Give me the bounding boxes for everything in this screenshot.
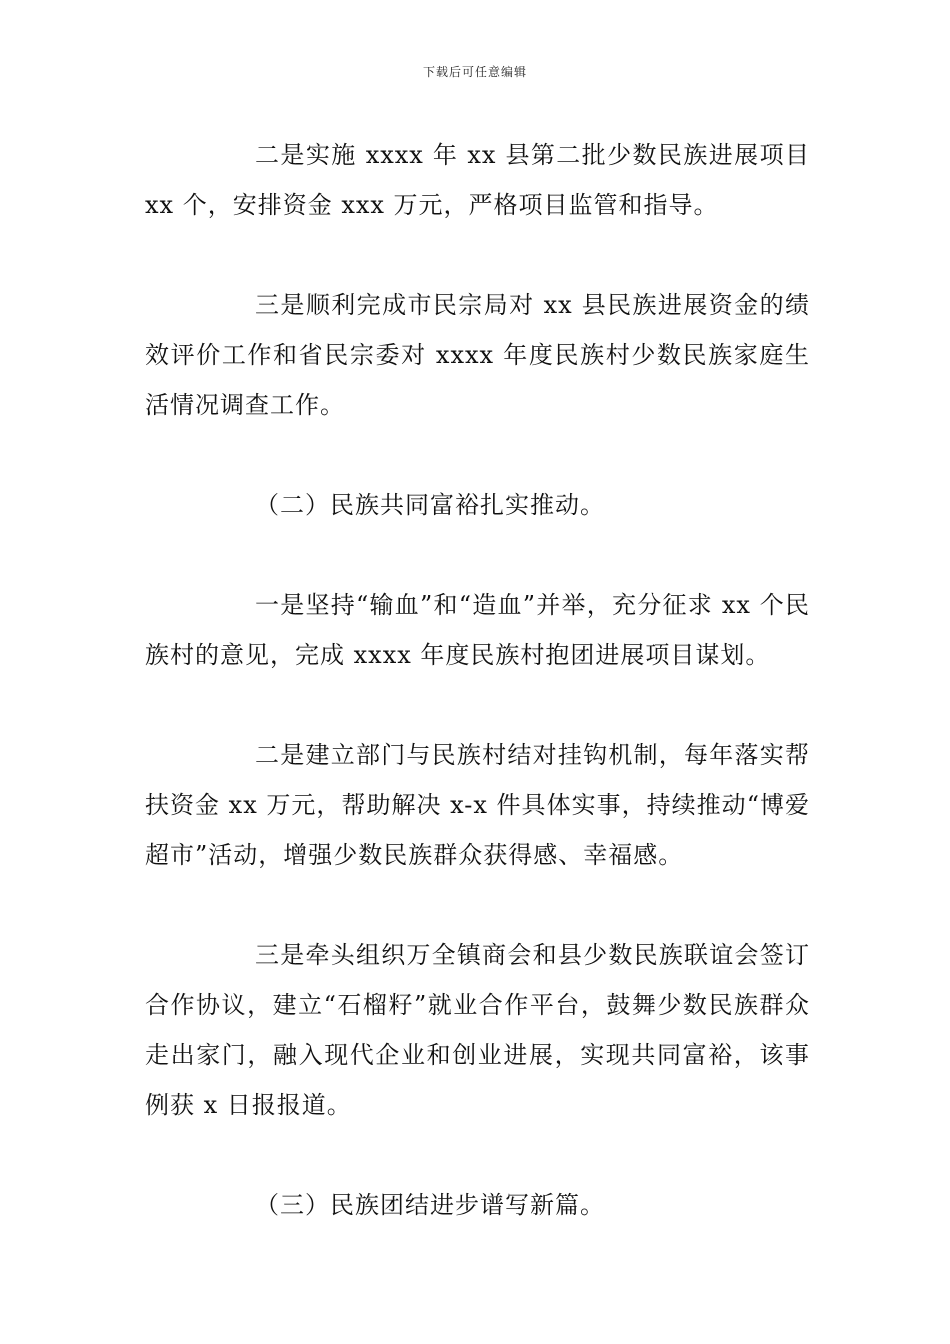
- section-heading-unity-progress: （三）民族团结进步谱写新篇。: [255, 1191, 605, 1219]
- paragraph-project-implementation: 二是实施 xxxx 年 xx 县第二批少数民族进展项目 xx 个，安排资金 xxx 万元，严格项目监管和指导。: [145, 141, 810, 219]
- paragraph-project-planning: 一是坚持“输血”和“造血”并举，充分征求 xx 个民族村的意见，完成 xxxx 年度民族村抱团进展项目谋划。: [145, 591, 810, 669]
- paragraph-employment-platform: 三是牵头组织万全镇商会和县少数民族联谊会签订合作协议，建立“石榴籽”就业合作平台，鼓舞少数民族群众走出家门，融入现代企业和创业进展，实现共同富裕，该事例获 x 日报报道。: [145, 941, 810, 1119]
- page-header-note: 下载后可任意编辑: [422, 65, 527, 79]
- paragraph-performance-evaluation: 三是顺利完成市民宗局对 xx 县民族进展资金的绩效评价工作和省民宗委对 xxxx 年度民族村少数民族家庭生活情况调查工作。: [145, 291, 810, 419]
- paragraph-pairing-mechanism: 二是建立部门与民族村结对挂钩机制，每年落实帮扶资金 xx 万元，帮助解决 x-x 件具体实事，持续推动“博爱超市”活动，增强少数民族群众获得感、幸福感。: [145, 741, 810, 869]
- document-body: [145, 130, 810, 1230]
- section-heading-common-prosperity: （二）民族共同富裕扎实推动。: [255, 491, 605, 519]
